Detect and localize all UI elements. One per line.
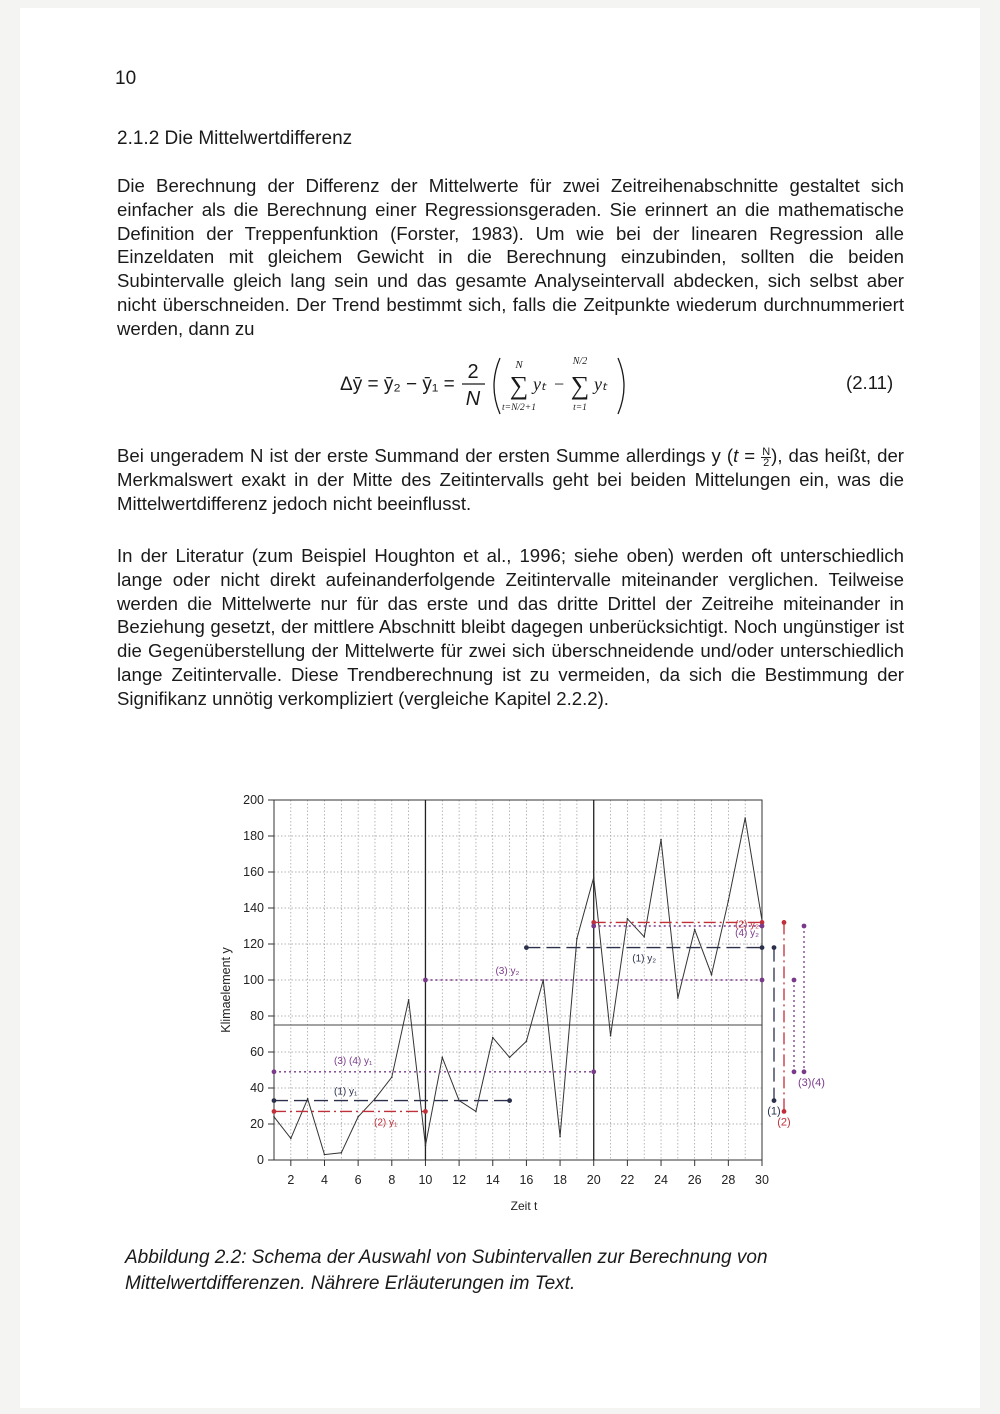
data-point	[357, 1116, 359, 1118]
data-point	[475, 1111, 477, 1113]
data-point	[728, 900, 730, 902]
x-tick-label: 2	[287, 1173, 295, 1187]
figure-caption: Abbildung 2.2: Schema der Auswahl von Subintervallen zur Berechnung von Mittelwertdifferenzen. Nährere Erläuterungen im Text.	[125, 1247, 768, 1294]
difference-bar-endpoint	[792, 1069, 797, 1074]
y-tick-label: 180	[243, 829, 264, 843]
mean-line-endpoint	[423, 1109, 428, 1114]
mean-line-label: (3) y₂	[495, 966, 520, 977]
paragraph-2-eq: =	[738, 445, 762, 466]
data-point	[492, 1037, 494, 1039]
page-number: 10	[115, 68, 137, 89]
paragraph-2	[117, 444, 904, 515]
y-tick-label: 120	[243, 937, 264, 951]
mean-line-endpoint	[423, 978, 428, 983]
difference-bar-endpoint	[792, 978, 797, 983]
y-tick-label: 140	[243, 901, 264, 915]
formula-sum2-sigma: ∑	[570, 371, 590, 400]
data-point	[627, 918, 629, 920]
formula-term-1: yₜ	[533, 374, 547, 394]
y-axis-label: Klimaelement y	[219, 947, 233, 1033]
difference-bar-label: (3)(4)	[798, 1076, 825, 1089]
formula-2-11	[340, 350, 640, 422]
x-tick-label: 20	[586, 1173, 601, 1187]
y-tick-label: 160	[243, 865, 264, 879]
formula-frac-den: N	[465, 388, 481, 410]
x-tick-label: 18	[553, 1173, 568, 1187]
mean-line-label: (4) y₂	[735, 928, 759, 939]
mean-line-endpoint	[760, 924, 765, 929]
mean-line-label: (1) y₁	[334, 1086, 358, 1098]
formula-sum1-sigma: ∑	[509, 371, 529, 400]
data-point	[290, 1138, 292, 1140]
data-point	[509, 1057, 511, 1059]
x-tick-label: 10	[418, 1173, 433, 1187]
data-point	[273, 1116, 275, 1118]
formula-sum1-lower: t=N/2+1	[502, 403, 536, 413]
difference-bar-endpoint	[802, 924, 807, 929]
data-point	[643, 936, 645, 938]
paragraph-2-frac-num: N	[762, 445, 771, 458]
mean-line-endpoint	[591, 924, 596, 929]
difference-bar-label: (1)	[767, 1105, 781, 1118]
x-tick-label: 8	[388, 1173, 396, 1187]
data-point	[694, 929, 696, 931]
data-point	[341, 1152, 343, 1154]
y-tick-label: 0	[257, 1153, 264, 1167]
formula-sum1-upper: N	[515, 359, 523, 371]
mean-line-endpoint	[760, 945, 765, 950]
paragraph-2-before: Bei ungeradem N ist der erste Summand der ersten Summe allerdings y (	[117, 445, 734, 466]
difference-bar-endpoint	[802, 1069, 807, 1074]
data-point	[677, 997, 679, 999]
formula-minus: −	[554, 374, 565, 394]
y-tick-label: 60	[250, 1045, 264, 1059]
paragraph-2-frac-den: 2	[763, 456, 770, 469]
data-point	[610, 1035, 612, 1037]
difference-bar-endpoint	[772, 1098, 777, 1103]
formula-sum2-lower: t=1	[573, 403, 587, 413]
formula-term-2: yₜ	[594, 374, 608, 394]
y-tick-label: 200	[243, 793, 264, 807]
formula-right-paren	[618, 358, 624, 414]
mean-line-label: (2) y₂	[735, 919, 759, 931]
formula-frac-num: 2	[467, 361, 479, 383]
formula-left-paren	[494, 358, 500, 414]
equation-number: (2.11)	[846, 372, 894, 393]
paragraph-1: Die Berechnung der Differenz der Mittelwerte für zwei Zeitreihenabschnitte gestaltet sich einfacher als die Berechnung einer Regressionsgeraden. Sie erinnert an die mathematische Definition der Treppenfunktion (Forster, 1983). Um wie bei der linearen Regression alle Einzeldaten mit gleichem Gewicht in die Berechnung einzubinden, sollten die beiden Subintervalle gleich lang sein und das gesamte Analyseintervall abdecken, sich selbst aber nicht überschneiden. Der Trend bestimmt sich, falls die Zeitpunkte wiederum durchnummeriert werden, dann zu	[117, 175, 904, 339]
x-tick-label: 6	[354, 1173, 362, 1187]
x-tick-label: 22	[620, 1173, 635, 1187]
x-tick-label: 16	[519, 1173, 534, 1187]
data-point	[408, 999, 410, 1001]
figure-2-2-chart	[212, 788, 832, 1218]
difference-bar-endpoint	[782, 920, 787, 925]
y-tick-label: 80	[250, 1009, 264, 1023]
difference-bar-endpoint	[782, 1109, 787, 1114]
y-tick-label: 20	[250, 1117, 264, 1131]
x-tick-label: 26	[687, 1173, 702, 1187]
x-tick-label: 14	[485, 1173, 500, 1187]
data-point	[324, 1154, 326, 1156]
data-point	[307, 1098, 309, 1100]
data-point	[374, 1098, 376, 1100]
x-axis-label: Zeit t	[510, 1199, 538, 1213]
x-tick-label: 28	[721, 1173, 736, 1187]
data-point	[593, 877, 595, 879]
paragraph-2-t: t	[733, 445, 739, 466]
data-point	[711, 974, 713, 976]
mean-line-label: (1) y₂	[632, 953, 657, 965]
mean-line-endpoint	[272, 1098, 277, 1103]
x-tick-label: 30	[755, 1173, 769, 1187]
x-tick-label: 24	[654, 1173, 668, 1187]
data-point	[425, 1145, 427, 1147]
paragraph-2-after: ), das heißt, der Merkmalswert exakt in der Mitte des Zeitintervalls geht bei beiden Mittelungen ein, was die Mittelwertdifferenz jedoch nicht beeinflusst.	[117, 445, 904, 514]
data-point	[744, 817, 746, 819]
x-tick-label: 12	[452, 1173, 467, 1187]
formula-svg	[340, 350, 640, 422]
data-point	[391, 1076, 393, 1078]
data-point	[526, 1040, 528, 1042]
mean-line-label: (3) (4) y₁	[334, 1055, 373, 1067]
y-tick-label: 40	[250, 1081, 264, 1095]
mean-line-label: (2) y₁	[374, 1117, 398, 1129]
mean-line-endpoint	[760, 978, 765, 983]
data-point	[576, 938, 578, 940]
data-point	[660, 839, 662, 841]
formula-sum2-upper: N/2	[572, 356, 588, 367]
x-tick-label: 4	[321, 1173, 328, 1187]
formula-lhs: Δȳ = ȳ₂ − ȳ₁ =	[340, 374, 455, 395]
mean-line-endpoint	[524, 945, 529, 950]
paragraph-3: In der Literatur (zum Beispiel Houghton et al., 1996; siehe oben) werden oft unterschiedlich lange oder nicht direkt aufeinanderfolgende Zeitintervalle miteinander verglichen. Teilweise werden die Mittelwerte nur für das erste und das dritte Drittel der Zeitreihe miteinander in Beziehung gesetzt, der mittlere Abschnitt bleibt dagegen unberücksichtigt. Noch ungünstiger ist die Gegenüberstellung der Mittelwerte für zwei sich überschneidende und/oder unterschiedlich lange Zeitintervalle. Diese Trendberechnung ist zu vermeiden, da sich die Bestimmung der Signifikanz unnötig verkompliziert (vergleiche Kapitel 2.2.2).	[117, 545, 904, 709]
data-point	[441, 1057, 443, 1059]
difference-bar-endpoint	[772, 945, 777, 950]
mean-line-endpoint	[507, 1098, 512, 1103]
data-point	[559, 1136, 561, 1138]
chart-svg	[212, 788, 832, 1218]
difference-bar-label: (2)	[777, 1116, 791, 1129]
section-heading: 2.1.2 Die Mittelwertdifferenz	[117, 128, 353, 149]
mean-line-endpoint	[591, 1069, 596, 1074]
y-tick-label: 100	[243, 973, 264, 987]
plot-frame	[274, 800, 762, 1160]
series-line	[274, 818, 762, 1155]
paragraph-2-fraction	[761, 447, 771, 468]
mean-line-endpoint	[272, 1069, 277, 1074]
mean-line-endpoint	[272, 1109, 277, 1114]
data-point	[542, 979, 544, 981]
